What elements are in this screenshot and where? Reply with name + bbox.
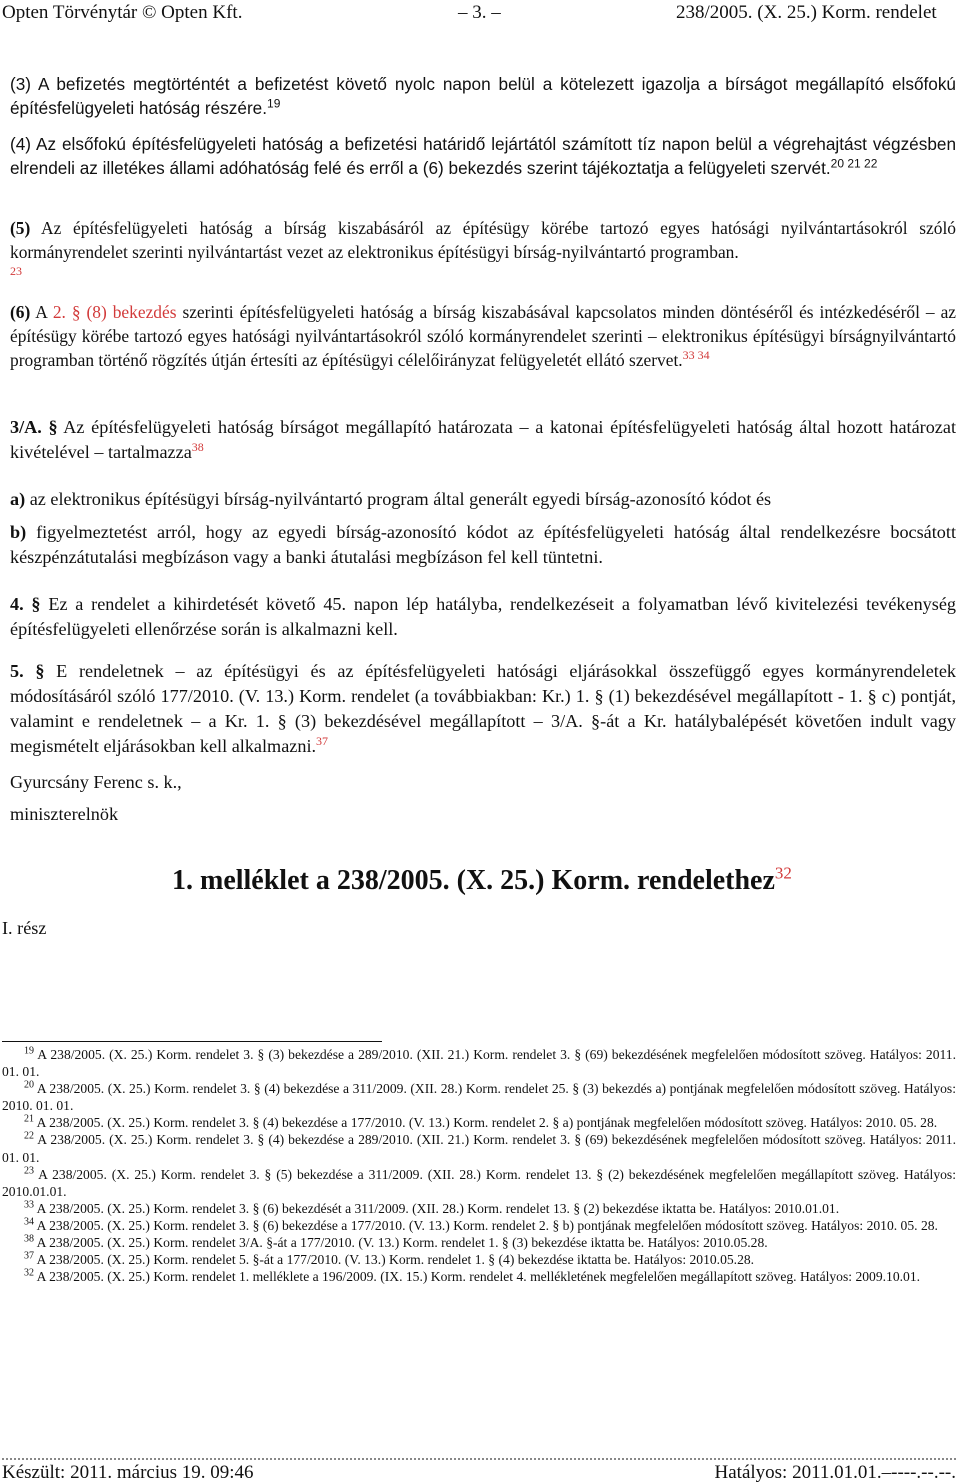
paragraph-6-text: szerinti építésfelügyeleti hatóság a bírság kiszabásával kapcsolatos minden döntéséről és intézkedéséről – az építésügy körébe tartozó egyes hatósági nyilvántartásokról szóló kormányrendelet szerinti – elektronikus építésügyi bírságnyilvántartó programban történő rögzítés útján értesíti az építésügyi célelőirányzat felügyeletét ellátó szervet. <box>10 302 957 370</box>
footnote-number: 23 <box>24 1165 34 1177</box>
section-3a <box>10 415 956 465</box>
footnote-ref[interactable]: 20 21 22 <box>830 156 878 171</box>
footnote-number: 22 <box>24 1130 34 1142</box>
paragraph-6-number: (6) <box>10 302 31 322</box>
annex-title <box>172 865 792 897</box>
footnote-ref[interactable]: 32 <box>774 863 792 883</box>
footnote-ref[interactable]: 19 <box>267 96 281 111</box>
footnote <box>2 1046 956 1080</box>
footnote-text: A 238/2005. (X. 25.) Korm. rendelet 3. § (4) bekezdése a 289/2010. (XII. 21.) Korm. rendelet 3. § (69) bekezdésének megfelelően módosított szöveg. Hatályos: 2011. 01. 01. <box>2 1132 956 1165</box>
section-5 <box>10 659 956 759</box>
section-4 <box>10 592 956 642</box>
footnote <box>2 1114 956 1131</box>
footnote-number: 21 <box>24 1113 34 1125</box>
section-5-number: 5. § <box>10 661 45 681</box>
footnote-number: 32 <box>24 1267 34 1279</box>
footnote <box>2 1131 956 1165</box>
footnote-ref[interactable]: 38 <box>191 439 204 454</box>
item-b-label: b) <box>10 522 27 542</box>
paragraph-3-text: (3) A befizetés megtörténtét a befizetést követő nyolc napon belül a kötelezett igazolja a bírságot megállapító elsőfokú építésfelügyeleti hatóság részére. <box>10 74 956 118</box>
paragraph-6-pre: A <box>35 302 47 322</box>
footnote <box>2 1268 956 1285</box>
annex-title-text: 1. melléklet a 238/2005. (X. 25.) Korm. rendelethez <box>172 865 775 896</box>
footnote-number: 20 <box>24 1079 34 1091</box>
footnote-text: A 238/2005. (X. 25.) Korm. rendelet 3. § (4) bekezdése a 311/2009. (XII. 28.) Korm. rendelet 25. § (3) bekezdés a) pontjának megfelelően módosított szöveg. Hatályos: 2010. 01. 01. <box>2 1081 956 1114</box>
footer-created: Készült: 2011. március 19. 09:46 <box>2 1462 254 1483</box>
footnote <box>2 1217 956 1234</box>
footnote-number: 33 <box>24 1199 34 1211</box>
footnote-ref[interactable]: 23 <box>10 264 22 279</box>
footnote <box>2 1251 956 1268</box>
paragraph-4-text: (4) Az elsőfokú építésfelügyeleti hatóság a befizetési határidő lejártától számított tíz napon belül a végrehajtást végzésben elrendeli az illetékes állami adóhatóság felé és erről a (6) bekezdés szerint tájékoztatja a felügyeleti szervét. <box>10 134 956 178</box>
footnote-text: A 238/2005. (X. 25.) Korm. rendelet 3. § (3) bekezdése a 289/2010. (XII. 21.) Korm. rendelet 3. § (69) bekezdésének megfelelően módosított szöveg. Hatályos: 2011. 01. 01. <box>2 1047 956 1080</box>
section-3a-number: 3/A. § <box>10 417 58 437</box>
footnote-text: A 238/2005. (X. 25.) Korm. rendelet 5. §-át a 177/2010. (V. 13.) Korm. rendelet 1. § (4) bekezdése iktatta be. Hatályos: 2010.05.28. <box>36 1252 755 1268</box>
footnote-text: A 238/2005. (X. 25.) Korm. rendelet 3. § (4) bekezdése a 177/2010. (V. 13.) Korm. rendelet 2. § a) pontjának megfelelően módosított szöveg. Hatályos: 2010. 05. 28. <box>36 1115 938 1131</box>
part-label: I. rész <box>2 918 47 938</box>
section-5-text: E rendeletnek – az építésügyi és az építésfelügyeleti hatósági eljárásokkal összefüggő egyes kormányrendeletek módosításáról szóló 177/2010. (V. 13.) Korm. rendelet (a továbbiakban: Kr.) 1. § (1) bekezdésével megállapított - 1. § c) pontját, valamint e rendeletnek – a Kr. 1. § (3) bekezdésével megállapított – 3/A. §-át a Kr. hatálybalépését követően indult vagy megismételt eljárásokban kell alkalmazni. <box>10 661 957 756</box>
footnote-number: 37 <box>24 1250 34 1262</box>
footnote <box>2 1234 956 1251</box>
item-a-text: az elektronikus építésügyi bírság-nyilvántartó program által generált egyedi bírság-azonosító kódot és <box>29 489 772 509</box>
footnote <box>2 1200 956 1217</box>
section-4-number: 4. § <box>10 594 41 614</box>
header-right: 238/2005. (X. 25.) Korm. rendelet <box>676 2 937 23</box>
item-a-label: a) <box>10 489 26 509</box>
footnote-text: A 238/2005. (X. 25.) Korm. rendelet 3. § (6) bekezdése a 177/2010. (V. 13.) Korm. rendelet 2. § b) pontjának megfelelően módosított szöveg. Hatályos: 2010. 05. 28. <box>36 1217 938 1233</box>
footnotes <box>2 1046 956 1285</box>
footnote-text: A 238/2005. (X. 25.) Korm. rendelet 1. melléklete a 196/2009. (IX. 15.) Korm. rendelet 4. mellékletének megfelelően megállapított szöveg. Hatályos: 2009.10.01. <box>36 1269 921 1285</box>
footnote-number: 19 <box>24 1045 34 1057</box>
footnote <box>2 1166 956 1200</box>
footnote <box>2 1080 956 1114</box>
section-link[interactable]: 2. § (8) bekezdés <box>52 302 177 322</box>
signature-name: Gyurcsány Ferenc s. k., <box>10 772 182 792</box>
paragraph-4 <box>10 132 956 180</box>
footnote-divider <box>2 1041 382 1042</box>
paragraph-5-number: (5) <box>10 218 31 238</box>
paragraph-5 <box>10 216 956 288</box>
footnote-text: A 238/2005. (X. 25.) Korm. rendelet 3/A. §-át a 177/2010. (V. 13.) Korm. rendelet 1. § (3) bekezdése iktatta be. Hatályos: 2010.05.28. <box>36 1235 768 1251</box>
footnote-number: 34 <box>24 1216 34 1228</box>
section-3a-text: Az építésfelügyeleti hatóság bírságot megállapító határozata – a katonai építésfelügyeleti hatóság által hozott határozat kivételével – tartalmazza <box>10 417 956 462</box>
footer-divider <box>2 1458 958 1460</box>
footnote-number: 38 <box>24 1233 34 1245</box>
footnote-ref[interactable]: 33 34 <box>682 348 710 363</box>
footnote-text: A 238/2005. (X. 25.) Korm. rendelet 3. § (5) bekezdése a 311/2009. (XII. 28.) Korm. rendelet 13. § (2) bekezdésének megfelelően megállapított szöveg. Hatályos: 2010.01.01. <box>2 1166 956 1199</box>
paragraph-6 <box>10 300 956 372</box>
paragraph-3 <box>10 72 956 120</box>
footer-effective: Hatályos: 2011.01.01.–----.--.--. <box>714 1462 956 1483</box>
signature-role: miniszterelnök <box>10 804 119 824</box>
item-a <box>10 487 956 512</box>
item-b <box>10 520 956 570</box>
header-left: Opten Törvénytár © Opten Kft. <box>2 2 243 23</box>
footnote-ref[interactable]: 37 <box>316 733 329 748</box>
section-4-text: Ez a rendelet a kihirdetését követő 45. napon lép hatályba, rendelkezéseit a folyamatban lévő kivitelezési tevékenység építésfelügyeleti ellenőrzése során is alkalmazni kell. <box>10 594 956 639</box>
item-b-text: figyelmeztetést arról, hogy az egyedi bírság-azonosító kódot az építésfelügyeleti hatóság által rendelkezésre bocsátott készpénzátutalási megbízáson vagy a banki átutalási megbízáson fel kell tüntetni. <box>10 522 957 567</box>
header-page-number: – 3. – <box>458 2 501 23</box>
footnote-text: A 238/2005. (X. 25.) Korm. rendelet 3. § (6) bekezdését a 311/2009. (XII. 28.) Korm. rendelet 13. § (2) bekezdése iktatta be. Hatályos: 2010.01.01. <box>36 1200 840 1216</box>
paragraph-5-text: Az építésfelügyeleti hatóság a bírság kiszabásáról az építésügy körébe tartozó egyes hatósági nyilvántartásokról szóló kormányrendelet szerinti nyilvántartást vezet az elektronikus építésügyi bírság-nyilvántartó programban. <box>10 218 956 262</box>
